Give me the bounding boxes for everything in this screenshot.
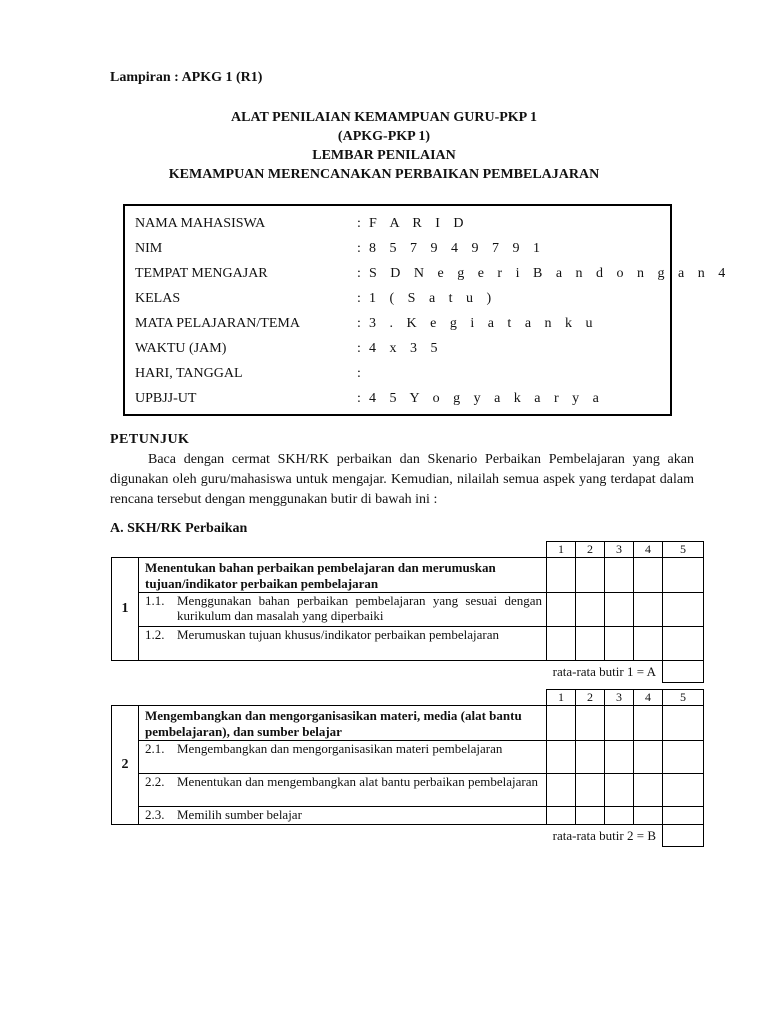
identity-label: HARI, TANGGAL: [135, 366, 243, 381]
section-heading: A. SKH/RK Perbaikan: [110, 521, 248, 536]
identity-value: 4 x 3 5: [369, 341, 443, 356]
item-title: Mengembangkan dan mengorganisasikan materi, media (alat bantu pembelajaran), dan sumber belajar: [139, 706, 547, 741]
sub-item-number: 2.3.: [145, 807, 165, 822]
identity-label: WAKTU (JAM): [135, 341, 227, 356]
score-cell[interactable]: [663, 807, 704, 825]
sub-item-number: 2.2.: [145, 774, 165, 789]
attachment-label: Lampiran : APKG 1 (R1): [110, 70, 263, 85]
score-cell[interactable]: [605, 558, 634, 593]
identity-label: NAMA MAHASISWA: [135, 216, 266, 231]
score-cell[interactable]: [605, 774, 634, 807]
table-row: [112, 593, 704, 627]
identity-label: NIM: [135, 241, 163, 256]
sub-item-number: 1.2.: [145, 627, 165, 642]
document-title: [0, 108, 768, 184]
title-line-3: LEMBAR PENILAIAN: [312, 148, 456, 163]
score-cell[interactable]: [576, 807, 605, 825]
scale-3: 3: [605, 542, 634, 558]
identity-box: [123, 204, 731, 416]
average-row: [112, 661, 704, 683]
score-cell[interactable]: [576, 774, 605, 807]
identity-colon: :: [357, 341, 361, 356]
score-cell[interactable]: [605, 627, 634, 661]
identity-value: 4 5 Y o g y a k a r y a: [369, 391, 604, 406]
assessment-table-1: [111, 541, 704, 683]
identity-colon: :: [357, 266, 361, 281]
table-row: [112, 807, 704, 825]
sub-item: [139, 774, 547, 807]
score-cell[interactable]: [547, 741, 576, 774]
score-cell[interactable]: [576, 741, 605, 774]
score-cell[interactable]: [605, 741, 634, 774]
score-cell[interactable]: [605, 706, 634, 741]
title-line-4: KEMAMPUAN MERENCANAKAN PERBAIKAN PEMBELAJARAN: [168, 167, 600, 182]
identity-label: TEMPAT MENGAJAR: [135, 266, 268, 281]
scale-3: 3: [605, 690, 634, 706]
score-cell[interactable]: [663, 593, 704, 627]
scale-header-row: [112, 690, 704, 706]
item-number: 1: [112, 558, 139, 661]
score-cell[interactable]: [576, 558, 605, 593]
score-cell[interactable]: [547, 807, 576, 825]
score-cell[interactable]: [576, 706, 605, 741]
score-cell[interactable]: [576, 627, 605, 661]
instructions-heading: PETUNJUK: [110, 432, 190, 447]
scale-4: 4: [634, 690, 663, 706]
score-cell[interactable]: [605, 593, 634, 627]
score-cell[interactable]: [576, 593, 605, 627]
sub-item-text: Memilih sumber belajar: [177, 807, 302, 822]
scale-header-row: [112, 542, 704, 558]
score-cell[interactable]: [663, 774, 704, 807]
score-cell[interactable]: [634, 807, 663, 825]
identity-colon: :: [357, 216, 361, 231]
identity-label: MATA PELAJARAN/TEMA: [135, 316, 300, 331]
table-row: [112, 706, 704, 741]
score-cell[interactable]: [547, 627, 576, 661]
scale-1: 1: [547, 542, 576, 558]
average-label: rata-rata butir 1 = A: [552, 663, 656, 679]
identity-colon: :: [357, 241, 361, 256]
assessment-table-2: [111, 689, 704, 847]
title-line-1: ALAT PENILAIAN KEMAMPUAN GURU-PKP 1: [231, 110, 537, 125]
score-cell[interactable]: [634, 741, 663, 774]
table-row: [112, 558, 704, 593]
score-cell[interactable]: [634, 627, 663, 661]
scale-2: 2: [576, 690, 605, 706]
scale-1: 1: [547, 690, 576, 706]
score-cell[interactable]: [634, 774, 663, 807]
sub-item: [139, 593, 547, 627]
sub-item-text: Merumuskan tujuan khusus/indikator perbaikan pembelajaran: [177, 627, 500, 642]
score-cell[interactable]: [663, 741, 704, 774]
score-cell[interactable]: [547, 593, 576, 627]
sub-item: [139, 807, 547, 825]
table-row: [112, 774, 704, 807]
identity-value: 1 ( S a t u ): [369, 291, 497, 306]
instructions-text: Baca dengan cermat SKH/RK perbaikan dan Skenario Perbaikan Pembelajaran yang akan digunakan oleh guru/mahasiswa untuk mengajar. Kemudian, nilailah semua aspek yang terdapat dalam rencana tersebut dengan menggunakan butir di bawah ini :: [110, 452, 694, 507]
average-cell[interactable]: [663, 825, 704, 847]
score-cell[interactable]: [663, 706, 704, 741]
identity-colon: :: [357, 291, 361, 306]
sub-item-text: Menentukan dan mengembangkan alat bantu perbaikan pembelajaran: [177, 774, 538, 789]
identity-label: KELAS: [135, 291, 181, 306]
table-row: [112, 627, 704, 661]
item-title: Menentukan bahan perbaikan pembelajaran dan merumuskan tujuan/indikator perbaikan pembelajaran: [139, 558, 547, 593]
item-number: 2: [112, 706, 139, 825]
score-cell[interactable]: [663, 627, 704, 661]
identity-label: UPBJJ-UT: [135, 391, 197, 406]
sub-item-number: 1.1.: [145, 593, 165, 608]
score-cell[interactable]: [547, 706, 576, 741]
identity-colon: :: [357, 391, 361, 406]
identity-value: S D N e g e r i B a n d o n g a n 4: [369, 266, 731, 281]
sub-item-number: 2.1.: [145, 741, 165, 756]
scale-5: 5: [663, 542, 704, 558]
score-cell[interactable]: [605, 807, 634, 825]
sub-item-text: Menggunakan bahan perbaikan pembelajaran yang sesuai dengan kurikulum dan masalah yang diperbaiki: [177, 593, 542, 623]
average-label: rata-rata butir 2 = B: [552, 827, 656, 843]
score-cell[interactable]: [547, 558, 576, 593]
identity-value: 8 5 7 9 4 9 7 9 1: [369, 241, 545, 256]
average-row: [112, 825, 704, 847]
title-line-2: (APKG-PKP 1): [337, 129, 431, 144]
identity-colon: :: [357, 366, 361, 381]
score-cell[interactable]: [634, 558, 663, 593]
average-cell[interactable]: [663, 661, 704, 683]
scale-5: 5: [663, 690, 704, 706]
sub-item: [139, 627, 547, 661]
table-row: [112, 741, 704, 774]
identity-value: 3 . K e g i a t a n k u: [369, 316, 598, 331]
scale-4: 4: [634, 542, 663, 558]
score-cell[interactable]: [547, 774, 576, 807]
sub-item: [139, 741, 547, 774]
identity-value: F A R I D: [369, 216, 469, 231]
identity-colon: :: [357, 316, 361, 331]
score-cell[interactable]: [634, 706, 663, 741]
score-cell[interactable]: [634, 593, 663, 627]
sub-item-text: Mengembangkan dan mengorganisasikan materi pembelajaran: [177, 741, 503, 756]
score-cell[interactable]: [663, 558, 704, 593]
scale-2: 2: [576, 542, 605, 558]
